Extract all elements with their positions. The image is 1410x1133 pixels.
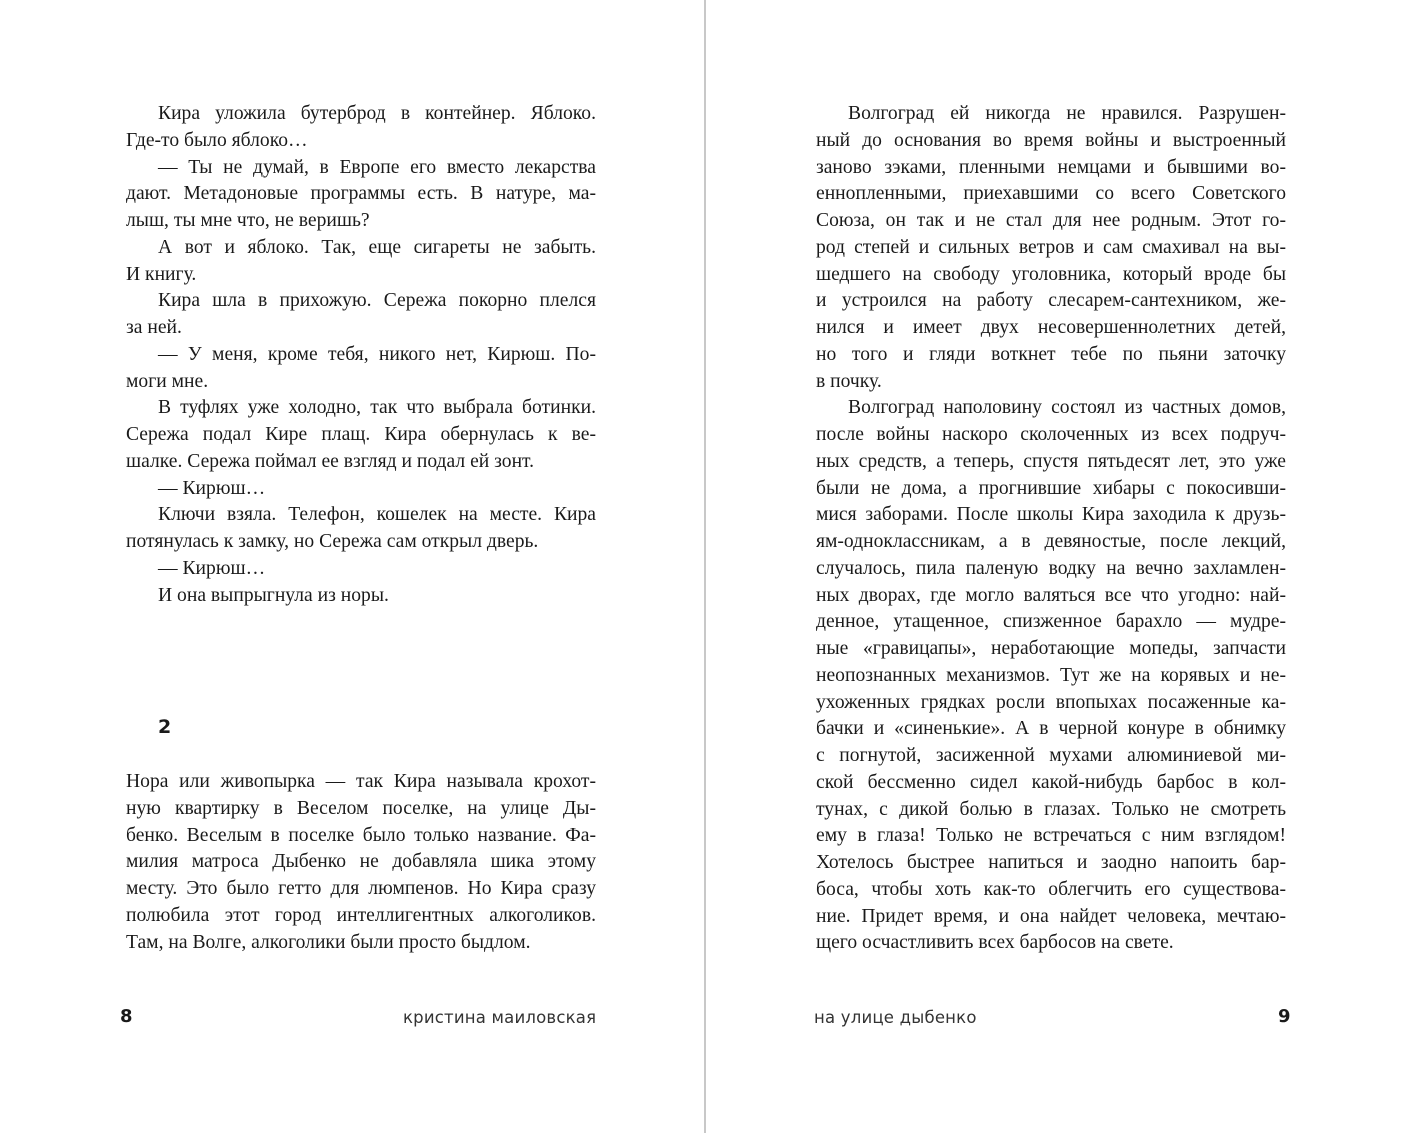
- text-line: мися заборами. После школы Кира заходила к друзь-: [816, 504, 1286, 526]
- text-line: денное, утащенное, спизженное барахло — мудре-: [816, 611, 1286, 633]
- text-line: моги мне.: [126, 370, 209, 392]
- text-line: Ключи взяла. Телефон, кошелек на месте. Кира: [158, 504, 596, 526]
- text-line: но того и гляди воткнет тебе по пьяни заточку: [816, 343, 1286, 365]
- text-line: Где-то было яблоко…: [126, 129, 308, 151]
- text-line: еннопленными, приехавшими со всего Советского: [816, 183, 1286, 205]
- text-line: в почку.: [816, 370, 882, 392]
- text-line: — Кирюш…: [158, 557, 266, 579]
- text-line: ской бессменно сидел какой-нибудь барбос в кол-: [816, 771, 1286, 793]
- text-line: тунах, с дикой болью в глазах. Только не смотреть: [816, 798, 1286, 820]
- text-line: ние. Придет время, и она найдет человека, мечтаю-: [816, 905, 1286, 927]
- text-line: — У меня, кроме тебя, никого нет, Кирюш. По-: [158, 343, 596, 365]
- text-line: род степей и сильных ветров и сам смахивал на вы-: [816, 236, 1286, 258]
- text-line: за ней.: [126, 317, 182, 338]
- text-line: нился и имеет двух несовершеннолетних детей,: [816, 317, 1286, 338]
- text-line: ухоженных грядках росли впопыхах посаженные ка-: [816, 691, 1286, 713]
- chapter-number: 2: [158, 716, 172, 738]
- running-head-author: кристина маиловская: [403, 1008, 597, 1027]
- text-line: и устроился на работу слесарем-сантехником, же-: [816, 290, 1286, 312]
- text-line: бачки и «синенькие». А в черной конуре в обнимку: [816, 718, 1286, 740]
- text-line: Хотелось быстрее напиться и заодно напоить бар-: [816, 852, 1286, 873]
- text-line: щего осчастливить всех барбосов на свете.: [816, 932, 1174, 954]
- text-line: заново зэками, пленными немцами и бывшими во-: [816, 156, 1286, 178]
- text-line: шедшего на свободу уголовника, который вроде бы: [816, 263, 1286, 285]
- text-line: ям-одноклассникам, а в девяностые, после лекций,: [816, 531, 1286, 552]
- text-line: были не дома, а прогнившие хибары с покосивши-: [816, 477, 1286, 499]
- right-text-block: [816, 101, 1286, 957]
- left-text-block-top: [126, 101, 596, 609]
- text-line: неопознанных механизмов. Тут же на корявых и не-: [816, 664, 1286, 686]
- text-line: с погнутой, засиженной мухами алюминиевой ми-: [816, 745, 1286, 766]
- text-line: ный до основания во время войны и выстроенный: [816, 129, 1286, 151]
- text-line: И она выпрыгнула из норы.: [158, 584, 389, 606]
- text-line: ему в глаза! Только не встречаться с ним взглядом!: [816, 825, 1286, 847]
- text-line: ных средств, а теперь, спустя пятьдесят лет, это уже: [816, 450, 1286, 472]
- text-line: ную квартирку в Веселом поселке, на улице Ды-: [126, 797, 596, 819]
- text-line: — Кирюш…: [158, 477, 266, 499]
- text-line: Союза, он так и не стал для нее родным. Этот го-: [816, 210, 1286, 231]
- text-line: боса, чтобы хоть как-то облегчить его существова-: [816, 878, 1286, 900]
- text-line: лыш, ты мне что, не веришь?: [126, 210, 370, 231]
- text-line: Нора или живопырка — так Кира называла крохот-: [126, 771, 596, 792]
- text-line: В туфлях уже холодно, так что выбрала ботинки.: [158, 397, 596, 419]
- text-line: дают. Метадоновые программы есть. В натуре, ма-: [126, 183, 596, 205]
- text-line: — Ты не думай, в Европе его вместо лекарства: [158, 156, 596, 178]
- text-line: И книгу.: [126, 263, 197, 285]
- text-line: Кира уложила бутерброд в контейнер. Яблоко.: [158, 103, 596, 124]
- text-line: Там, на Волге, алкоголики были просто быдлом.: [126, 931, 531, 953]
- text-line: шалке. Сережа поймал ее взгляд и подал ей зонт.: [126, 450, 535, 472]
- text-line: месту. Это было гетто для люмпенов. Но Кира сразу: [126, 878, 596, 899]
- text-line: Волгоград наполовину состоял из частных домов,: [848, 397, 1286, 419]
- text-line: ные «гравицапы», неработающие мопеды, запчасти: [816, 638, 1286, 659]
- text-line: ных дворах, где могло валяться все что угодно: най-: [816, 584, 1286, 606]
- page-number-left: 8: [120, 1006, 133, 1027]
- text-line: бенко. Веселым в поселке было только название. Фа-: [126, 824, 596, 846]
- left-text-block-bottom: [126, 769, 596, 956]
- page-number-right: 9: [1278, 1006, 1291, 1027]
- text-line: Кира шла в прихожую. Сережа покорно плелся: [158, 290, 596, 312]
- text-line: Волгоград ей никогда не нравился. Разрушен-: [848, 103, 1286, 124]
- text-line: Сережа подал Кире плащ. Кира обернулась к ве-: [126, 424, 596, 445]
- right-page: [706, 0, 1410, 1133]
- running-head-title: на улице дыбенко: [814, 1008, 977, 1027]
- text-line: потянулась к замку, но Сережа сам открыл дверь.: [126, 531, 539, 552]
- text-line: А вот и яблоко. Так, еще сигареты не забыть.: [158, 236, 596, 258]
- text-line: полюбила этот город интеллигентных алкоголиков.: [126, 904, 596, 926]
- text-line: милия матроса Дыбенко не добавляла шика этому: [126, 851, 596, 873]
- text-line: после войны наскоро сколоченных из всех подруч-: [816, 424, 1286, 445]
- text-line: случалось, пила паленую водку на вечно захламлен-: [816, 557, 1286, 579]
